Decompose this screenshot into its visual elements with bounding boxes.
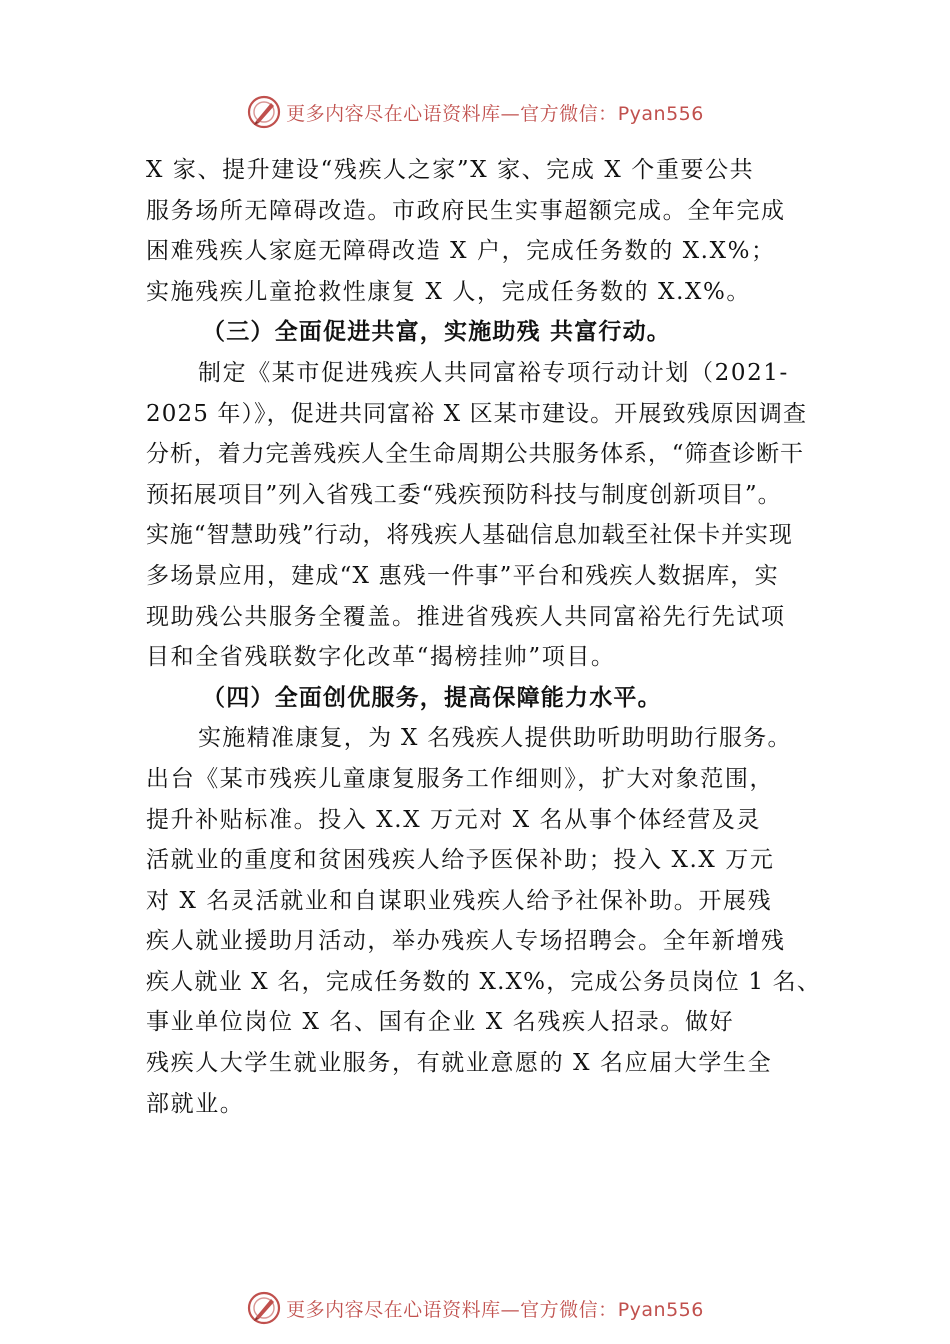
header-banner-main: 更多内容尽在心语资料库 [286, 102, 501, 125]
header-banner [0, 92, 950, 132]
body-line: 实施残疾儿童抢救性康复 X 人，完成任务数的 X.X%。 [146, 278, 752, 305]
section-heading-3: （三）全面促进共富，实施助残 共富行动。 [202, 318, 672, 346]
section-heading-4: （四）全面创优服务，提高保障能力水平。 [202, 683, 662, 711]
paragraph-start: 实施精准康复，为 X 名残疾人提供助听助明助行服务。 [198, 725, 792, 752]
body-line: 服务场所无障碍改造。市政府民生实事超额完成。全年完成 [146, 197, 786, 224]
body-line: 事业单位岗位 X 名、国有企业 X 名残疾人招录。做好 [146, 1009, 735, 1036]
pen-logo-icon [246, 94, 282, 130]
footer-banner-text [286, 1295, 704, 1322]
body-line: X 家、提升建设“残疾人之家”X 家、完成 X 个重要公共 [146, 157, 755, 183]
body-line: 疾人就业 X 名，完成任务数的 X.X%，完成公务员岗位 1 名、 [146, 968, 822, 995]
footer-banner-main: 更多内容尽在心语资料库 [286, 1298, 501, 1321]
body-line: 分析，着力完善残疾人全生命周期公共服务体系，“筛查诊断干 [146, 441, 804, 468]
pen-logo-icon [246, 1290, 282, 1326]
header-banner-label: 官方微信： [520, 102, 618, 125]
body-line: 对 X 名灵活就业和自谋职业残疾人给予社保补助。开展残 [146, 887, 773, 914]
body-line: 残疾人大学生就业服务，有就业意愿的 X 名应届大学生全 [146, 1050, 773, 1077]
footer-banner-label: 官方微信： [520, 1298, 618, 1321]
body-line: 疾人就业援助月活动，举办残疾人专场招聘会。全年新增残 [146, 928, 786, 955]
body-line: 活就业的重度和贫困残疾人给予医保补助；投入 X.X 万元 [146, 847, 775, 874]
body-line: 出台《某市残疾儿童康复服务工作细则》，扩大对象范围， [146, 765, 775, 792]
paragraph-start: 制定《某市促进残疾人共同富裕专项行动计划（2021- [198, 359, 789, 386]
document-body [146, 150, 826, 1124]
body-line: 目和全省残联数字化改革“揭榜挂帅”项目。 [146, 644, 616, 671]
header-banner-dash: — [500, 102, 521, 125]
body-line: 2025 年）》，促进共同富裕 X 区某市建设。开展致残原因调查 [146, 400, 808, 427]
footer-banner-dash: — [500, 1298, 521, 1321]
body-line: 预拓展项目”列入省残工委“残疾预防科技与制度创新项目”。 [146, 481, 782, 508]
body-line: 部就业。 [146, 1090, 245, 1117]
body-line: 多场景应用，建成“X 惠残一件事”平台和残疾人数据库，实 [146, 562, 779, 589]
body-line: 现助残公共服务全覆盖。推进省残疾人共同富裕先行先试项 [146, 603, 786, 630]
footer-banner [0, 1288, 950, 1328]
footer-banner-account: Pyan556 [617, 1298, 704, 1321]
body-line: 实施“智慧助残”行动，将残疾人基础信息加载至社保卡并实现 [146, 522, 793, 549]
header-banner-text [286, 99, 704, 126]
body-line: 提升补贴标准。投入 X.X 万元对 X 名从事个体经营及灵 [146, 806, 762, 833]
body-line: 困难残疾人家庭无障碍改造 X 户，完成任务数的 X.X%； [146, 238, 776, 265]
header-banner-account: Pyan556 [617, 102, 704, 125]
